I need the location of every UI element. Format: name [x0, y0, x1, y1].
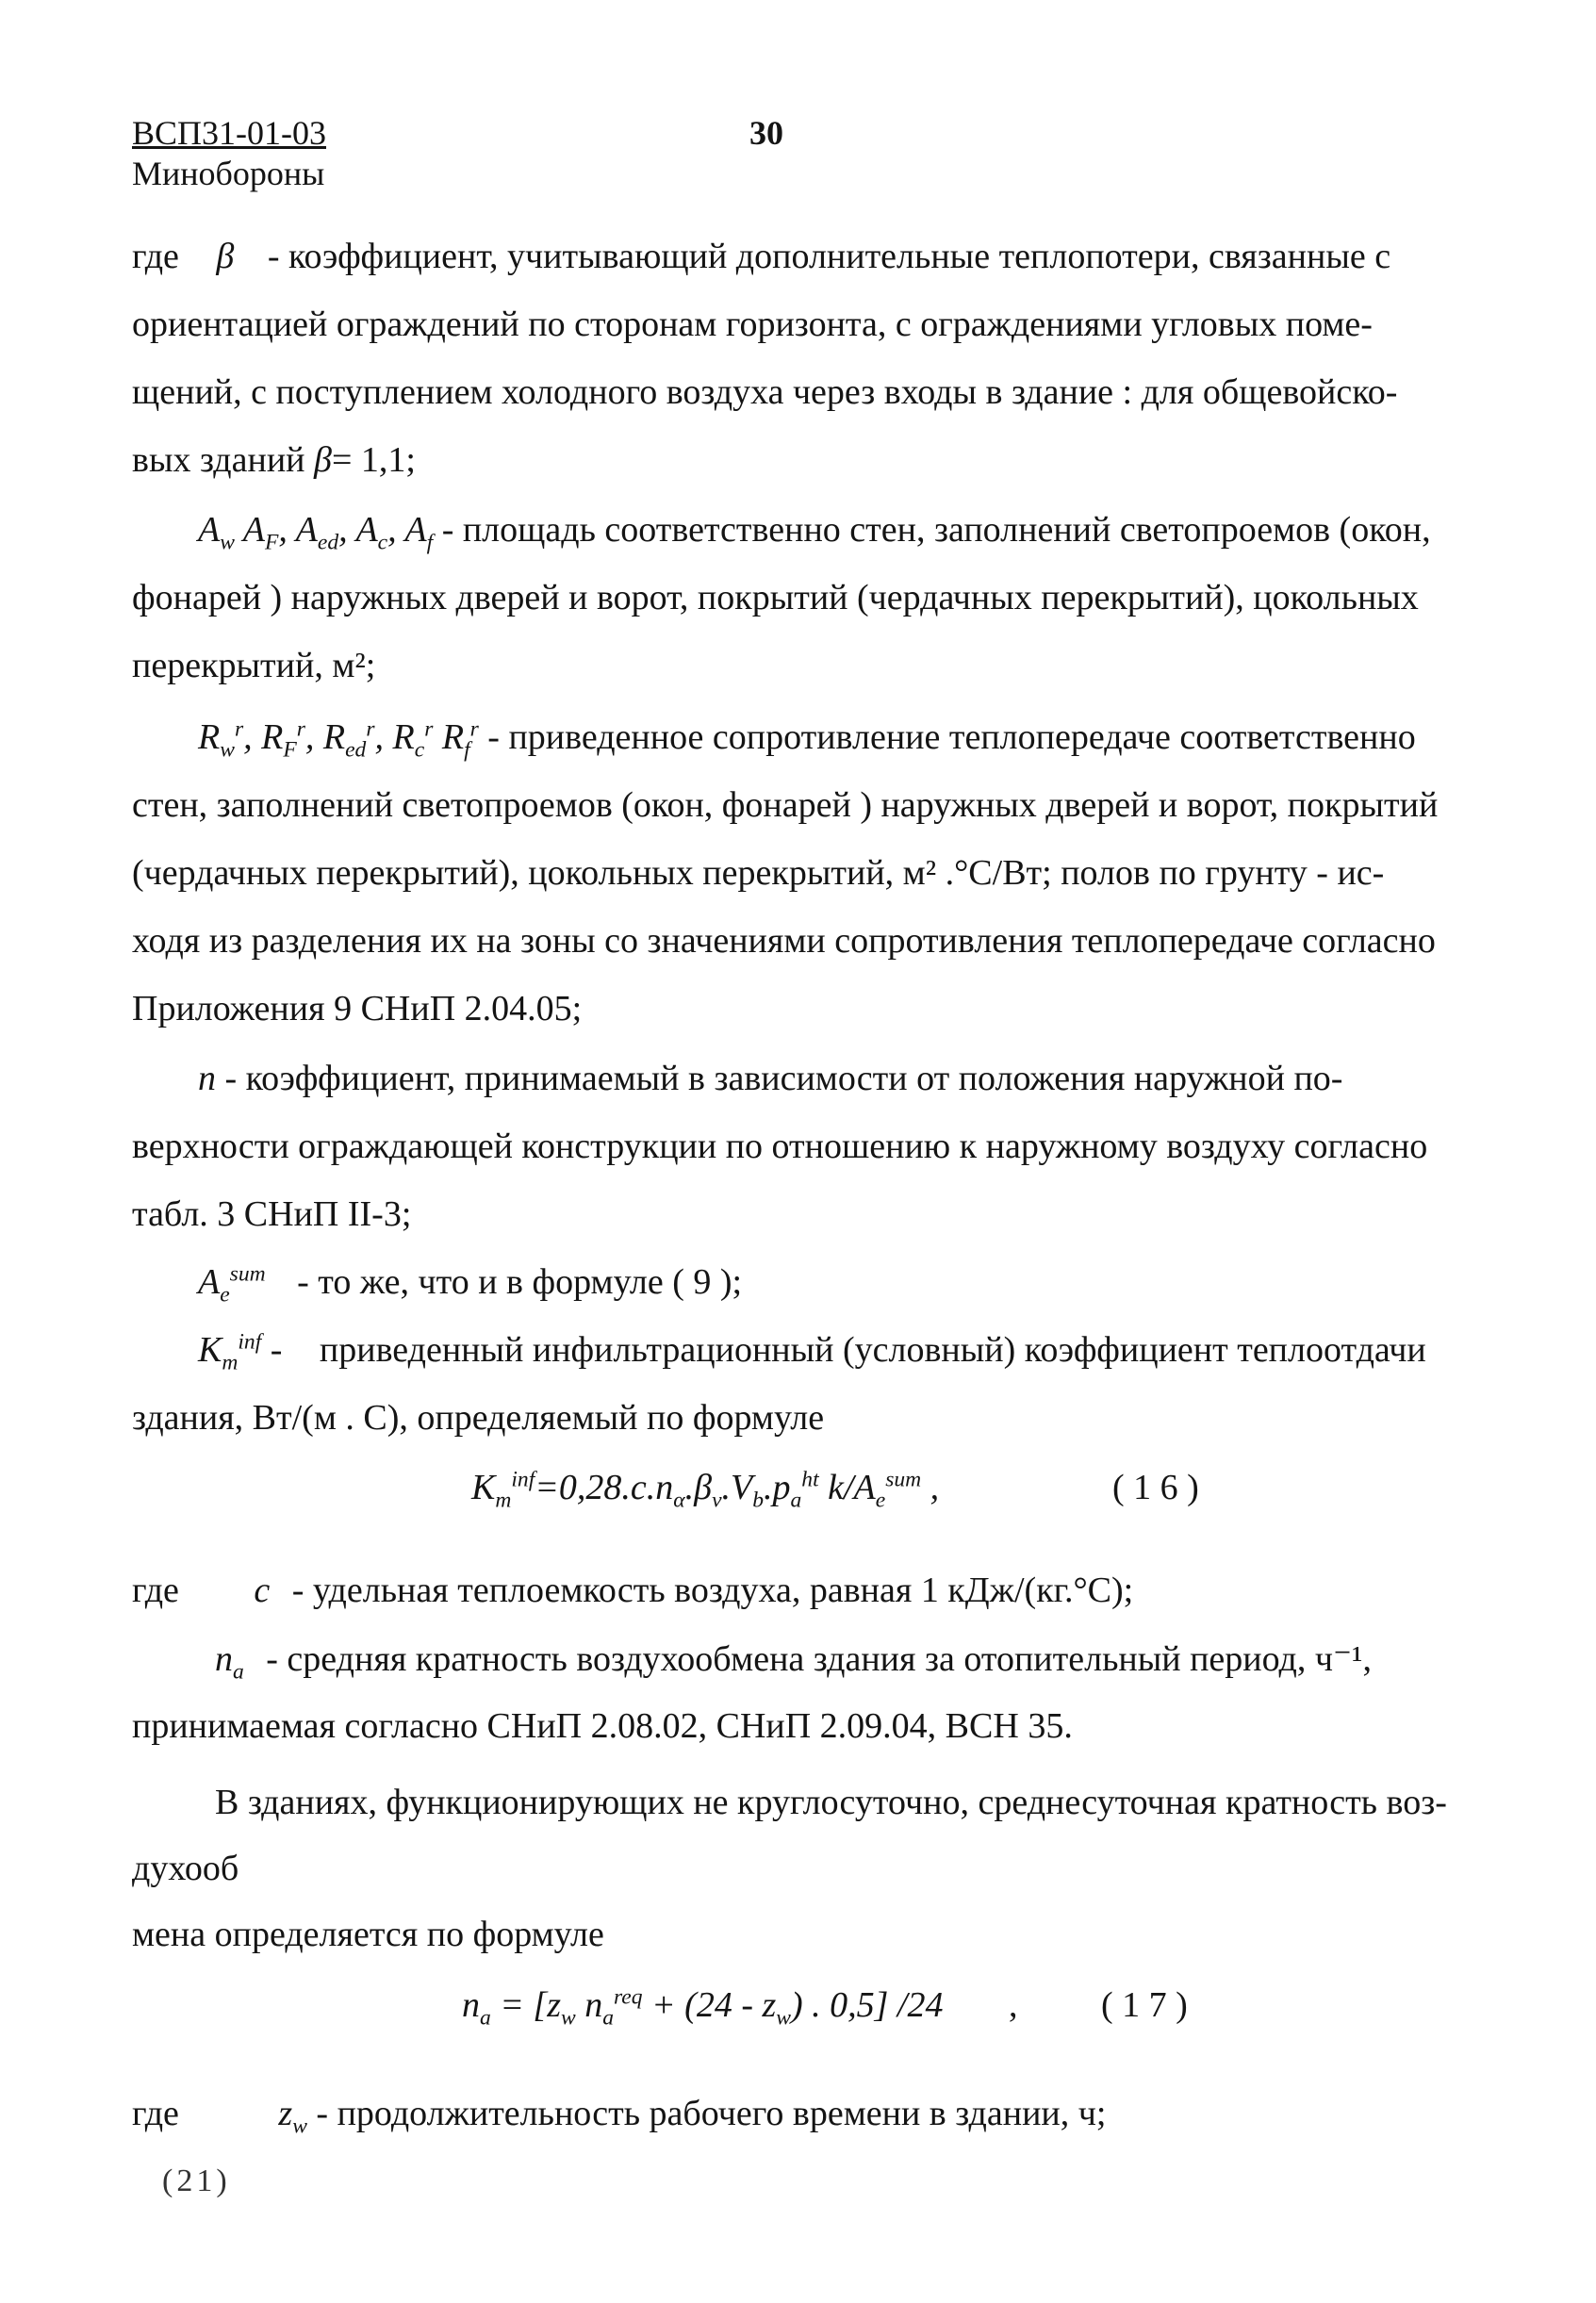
where-label-3: где: [132, 2094, 179, 2133]
p4-line2: верхности ограждающей конструкции по отношению к наружному воздуху согласно: [132, 1127, 1428, 1166]
p9-line2: духооб: [132, 1849, 239, 1888]
p1-line2: ориентацией ограждений по сторонам горизонта, с ограждениями угловых поме-: [132, 304, 1373, 344]
doc-header: [132, 113, 326, 194]
p3-line3: (чердачных перекрытий), цокольных перекрытий, м² .°С/Вт; полов по грунту - ис-: [132, 853, 1385, 893]
resistance-symbols: $R_w^r$, $R_F^r$, $R_{ed}^r$, $R_c^r$ $R_f^r$: [198, 716, 479, 763]
p7-line1: [132, 1570, 1133, 1611]
p1-line4: [132, 439, 416, 481]
p2-line2: фонарей ) наружных дверей и ворот, покрытий (чердачных перекрытий), цокольных: [132, 578, 1419, 617]
p7-text1: - удельная теплоемкость воздуха, равная 1 кДж/(кг.°С);: [291, 1571, 1134, 1610]
p6-line1: [198, 1329, 1426, 1376]
page-number: 30: [749, 114, 783, 152]
area-symbols: $A_w$ $A_F$, $A_{ed}$, $A_c$, $A_f$: [198, 510, 434, 555]
p1-line3: щений, с поступлением холодного воздуха через входы в здание : для общевойско-: [132, 372, 1398, 412]
p3-line2: стен, заполнений светопроемов (окон, фонарей ) наружных дверей и ворот, покрытий: [132, 785, 1439, 825]
p3-line1: [198, 716, 1416, 764]
beta-symbol-2: β: [314, 440, 332, 480]
equation-16-number: ( 1 6 ): [1112, 1468, 1199, 1507]
equation-17: $n_a = [z_w$ $n_a^{req} + (24 - z_w)$ . 0,5] /24: [462, 1984, 944, 2031]
where-label: где: [132, 237, 179, 276]
p9-line1: В зданиях, функционирующих не круглосуточно, среднесуточная кратность воз-: [215, 1783, 1447, 1822]
p2-text1: - площадь соответственно стен, заполнений светопроемов (окон,: [441, 510, 1431, 550]
p5-text1: - то же, что и в формуле ( 9 );: [297, 1262, 743, 1302]
beta-symbol: β: [216, 237, 235, 276]
where-label-2: где: [132, 1571, 179, 1610]
km-inf-symbol: $K_m^{inf}$: [198, 1329, 262, 1375]
p8-text1: - средняя кратность воздухообмена здания за отопительный период, ч⁻¹,: [266, 1639, 1372, 1679]
p8-line2: принимаемая согласно СНиП 2.08.02, СНиП 2.09.04, ВСН 35.: [132, 1706, 1073, 1746]
ae-sum-symbol: $A_e^{sum}$: [198, 1261, 266, 1308]
doc-code: ВСП31-01-03: [132, 114, 326, 152]
p4-line1: [198, 1058, 1342, 1099]
p9-line3: мена определяется по формуле: [132, 1915, 604, 1954]
p2-line1: [198, 509, 1431, 556]
p10-text1: - продолжительность рабочего времени в здании, ч;: [316, 2094, 1107, 2133]
equation-16: $K_m^{inf}=0,28.c.n_\alpha.\beta_v.V_b.p_a^{ht}$ $k/A_e^{sum}$ ,: [471, 1467, 940, 1513]
p4-text1: - коэффициент, принимаемый в зависимости от положения наружной по-: [224, 1059, 1343, 1098]
p4-line3: табл. 3 СНиП II-3;: [132, 1194, 412, 1234]
p1-line1: [132, 236, 1390, 277]
footer-mark: (21): [162, 2163, 231, 2198]
equation-17-comma: ,: [1009, 1985, 1018, 2025]
p10-line1: [132, 2093, 1106, 2140]
p3-line5: Приложения 9 СНиП 2.04.05;: [132, 989, 583, 1028]
doc-org: Минобороны: [132, 155, 325, 193]
p6-text1: приведенный инфильтрационный (условный) коэффициент теплоотдачи: [319, 1330, 1426, 1370]
p1-text1: - коэффициент, учитывающий дополнительные теплопотери, связанные с: [267, 237, 1391, 276]
p1-text4c: = 1,1;: [331, 440, 416, 480]
zw-symbol: $z_w$: [278, 2094, 307, 2139]
p3-line4: ходя из разделения их на зоны со значениями сопротивления теплопередаче согласно: [132, 921, 1436, 961]
equation-17-number: ( 1 7 ): [1101, 1985, 1188, 2025]
p1-text4a: вых зданий: [132, 440, 305, 480]
p5-line1: [198, 1261, 742, 1308]
c-symbol: c: [254, 1571, 271, 1610]
p6-dash: -: [270, 1330, 283, 1370]
n-symbol: n: [198, 1059, 216, 1098]
p2-line3: перекрытий, м²;: [132, 646, 376, 685]
p8-line1: [215, 1637, 1372, 1686]
na-symbol: $n_a$: [215, 1639, 244, 1685]
p6-line2: здания, Вт/(м . С), определяемый по формуле: [132, 1398, 825, 1438]
p3-text1: - приведенное сопротивление теплопередаче соответственно: [487, 717, 1416, 757]
